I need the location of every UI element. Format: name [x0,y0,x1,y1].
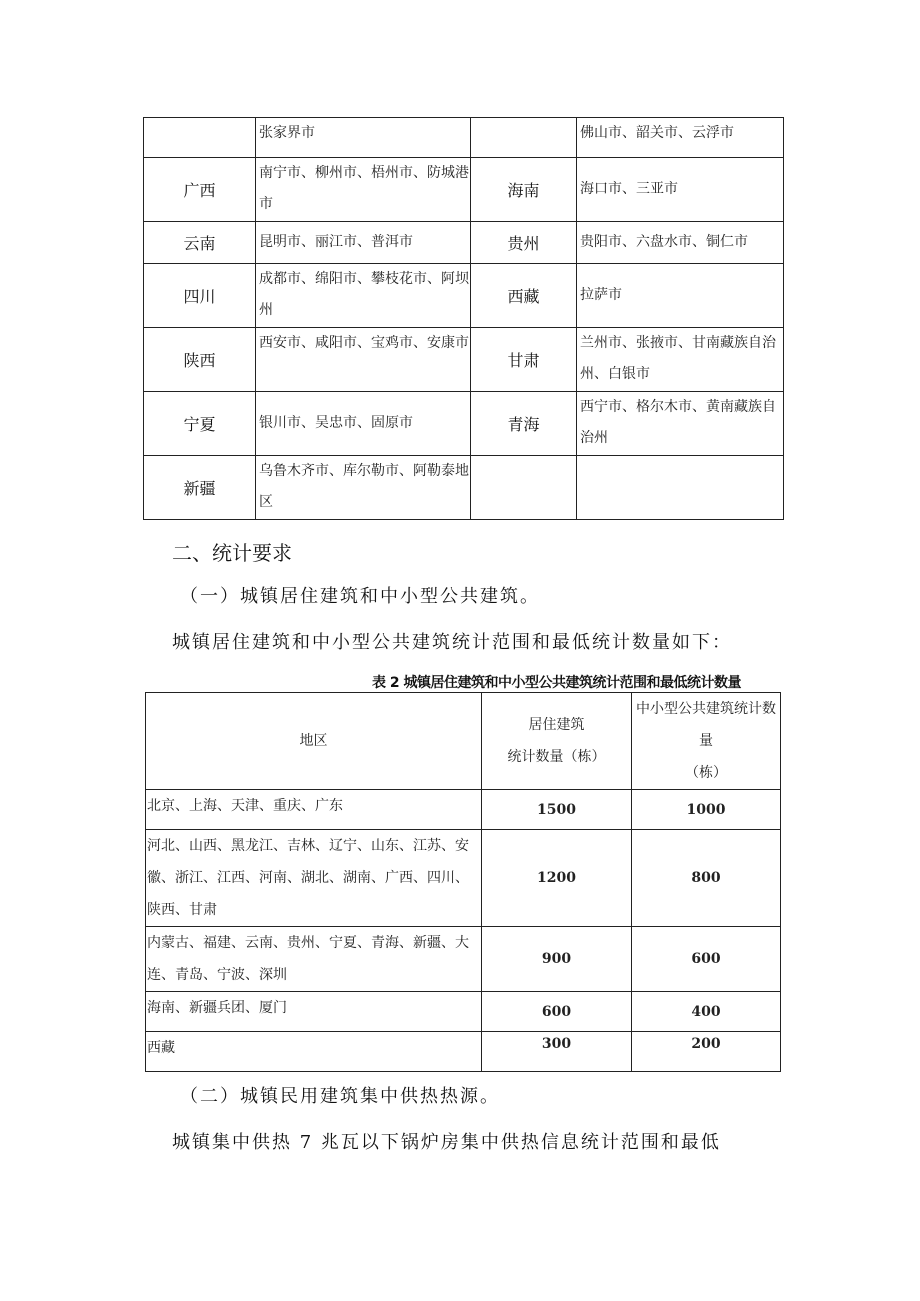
table-header-row [146,693,781,790]
public-count: 400 [632,992,781,1032]
header-public-line1: 中小型公共建筑统计数量 [636,701,776,749]
table-row [144,118,784,158]
residential-count: 300 [482,1032,632,1072]
province-cell: 贵州 [471,222,577,264]
province-cell: 海南 [471,158,577,222]
cities-cell: 兰州市、张掖市、甘南藏族自治州、白银市 [577,328,784,392]
table-row [144,328,784,392]
province-cell [144,118,256,158]
province-cell: 广西 [144,158,256,222]
province-cell: 青海 [471,392,577,456]
province-cell [471,118,577,158]
residential-count: 900 [482,927,632,992]
province-cell: 云南 [144,222,256,264]
header-residential-line2: 统计数量（栋） [507,749,606,765]
table-row [144,456,784,520]
residential-count: 1500 [482,790,632,830]
paragraph-1: 城镇居住建筑和中小型公共建筑统计范围和最低统计数量如下： [172,632,732,653]
region-cell: 北京、上海、天津、重庆、广东 [146,790,482,830]
city-table [143,117,784,520]
cities-cell: 拉萨市 [577,264,784,328]
cities-cell: 贵阳市、六盘水市、铜仁市 [577,222,784,264]
public-count: 600 [632,927,781,992]
header-residential [482,693,632,790]
province-cell: 甘肃 [471,328,577,392]
header-region: 地区 [146,693,482,790]
table-row [146,927,781,992]
province-cell: 新疆 [144,456,256,520]
table-row [144,264,784,328]
cities-cell: 佛山市、韶关市、云浮市 [577,118,784,158]
table-row [144,222,784,264]
table-row [146,1032,781,1072]
cities-cell [577,456,784,520]
region-cell: 海南、新疆兵团、厦门 [146,992,482,1032]
table-row [144,158,784,222]
cities-cell: 银川市、吴忠市、固原市 [256,392,471,456]
table-row [146,830,781,927]
cities-cell: 张家界市 [256,118,471,158]
cities-cell: 南宁市、柳州市、梧州市、防城港市 [256,158,471,222]
subheading-1: （一）城镇居住建筑和中小型公共建筑。 [180,586,540,607]
cities-cell: 成都市、绵阳市、攀枝花市、阿坝州 [256,264,471,328]
province-cell: 四川 [144,264,256,328]
cities-cell: 西安市、咸阳市、宝鸡市、安康市 [256,328,471,392]
public-count: 200 [632,1032,781,1072]
public-count: 800 [632,830,781,927]
province-cell [471,456,577,520]
subheading-2: （二）城镇民用建筑集中供热热源。 [180,1086,500,1107]
province-cell: 西藏 [471,264,577,328]
province-cell: 陕西 [144,328,256,392]
paragraph-2: 城镇集中供热 7 兆瓦以下锅炉房集中供热信息统计范围和最低 [172,1132,721,1153]
province-cell: 宁夏 [144,392,256,456]
header-residential-line1: 居住建筑 [528,717,585,733]
table-caption: 表 2 城镇居住建筑和中小型公共建筑统计范围和最低统计数量 [372,675,741,691]
table-row [146,992,781,1032]
section-heading: 二、统计要求 [172,541,292,565]
cities-cell: 海口市、三亚市 [577,158,784,222]
table-row [146,790,781,830]
residential-count: 600 [482,992,632,1032]
table-row [144,392,784,456]
stats-table [145,692,781,1072]
region-cell: 内蒙古、福建、云南、贵州、宁夏、青海、新疆、大连、青岛、宁波、深圳 [146,927,482,992]
cities-cell: 昆明市、丽江市、普洱市 [256,222,471,264]
region-cell: 西藏 [146,1032,482,1072]
public-count: 1000 [632,790,781,830]
header-public-line2: （栋） [685,765,727,781]
residential-count: 1200 [482,830,632,927]
region-cell: 河北、山西、黑龙江、吉林、辽宁、山东、江苏、安徽、浙江、江西、河南、湖北、湖南、广西、四川、陕西、甘肃 [146,830,482,927]
cities-cell: 乌鲁木齐市、库尔勒市、阿勒泰地区 [256,456,471,520]
header-public [632,693,781,790]
cities-cell: 西宁市、格尔木市、黄南藏族自治州 [577,392,784,456]
